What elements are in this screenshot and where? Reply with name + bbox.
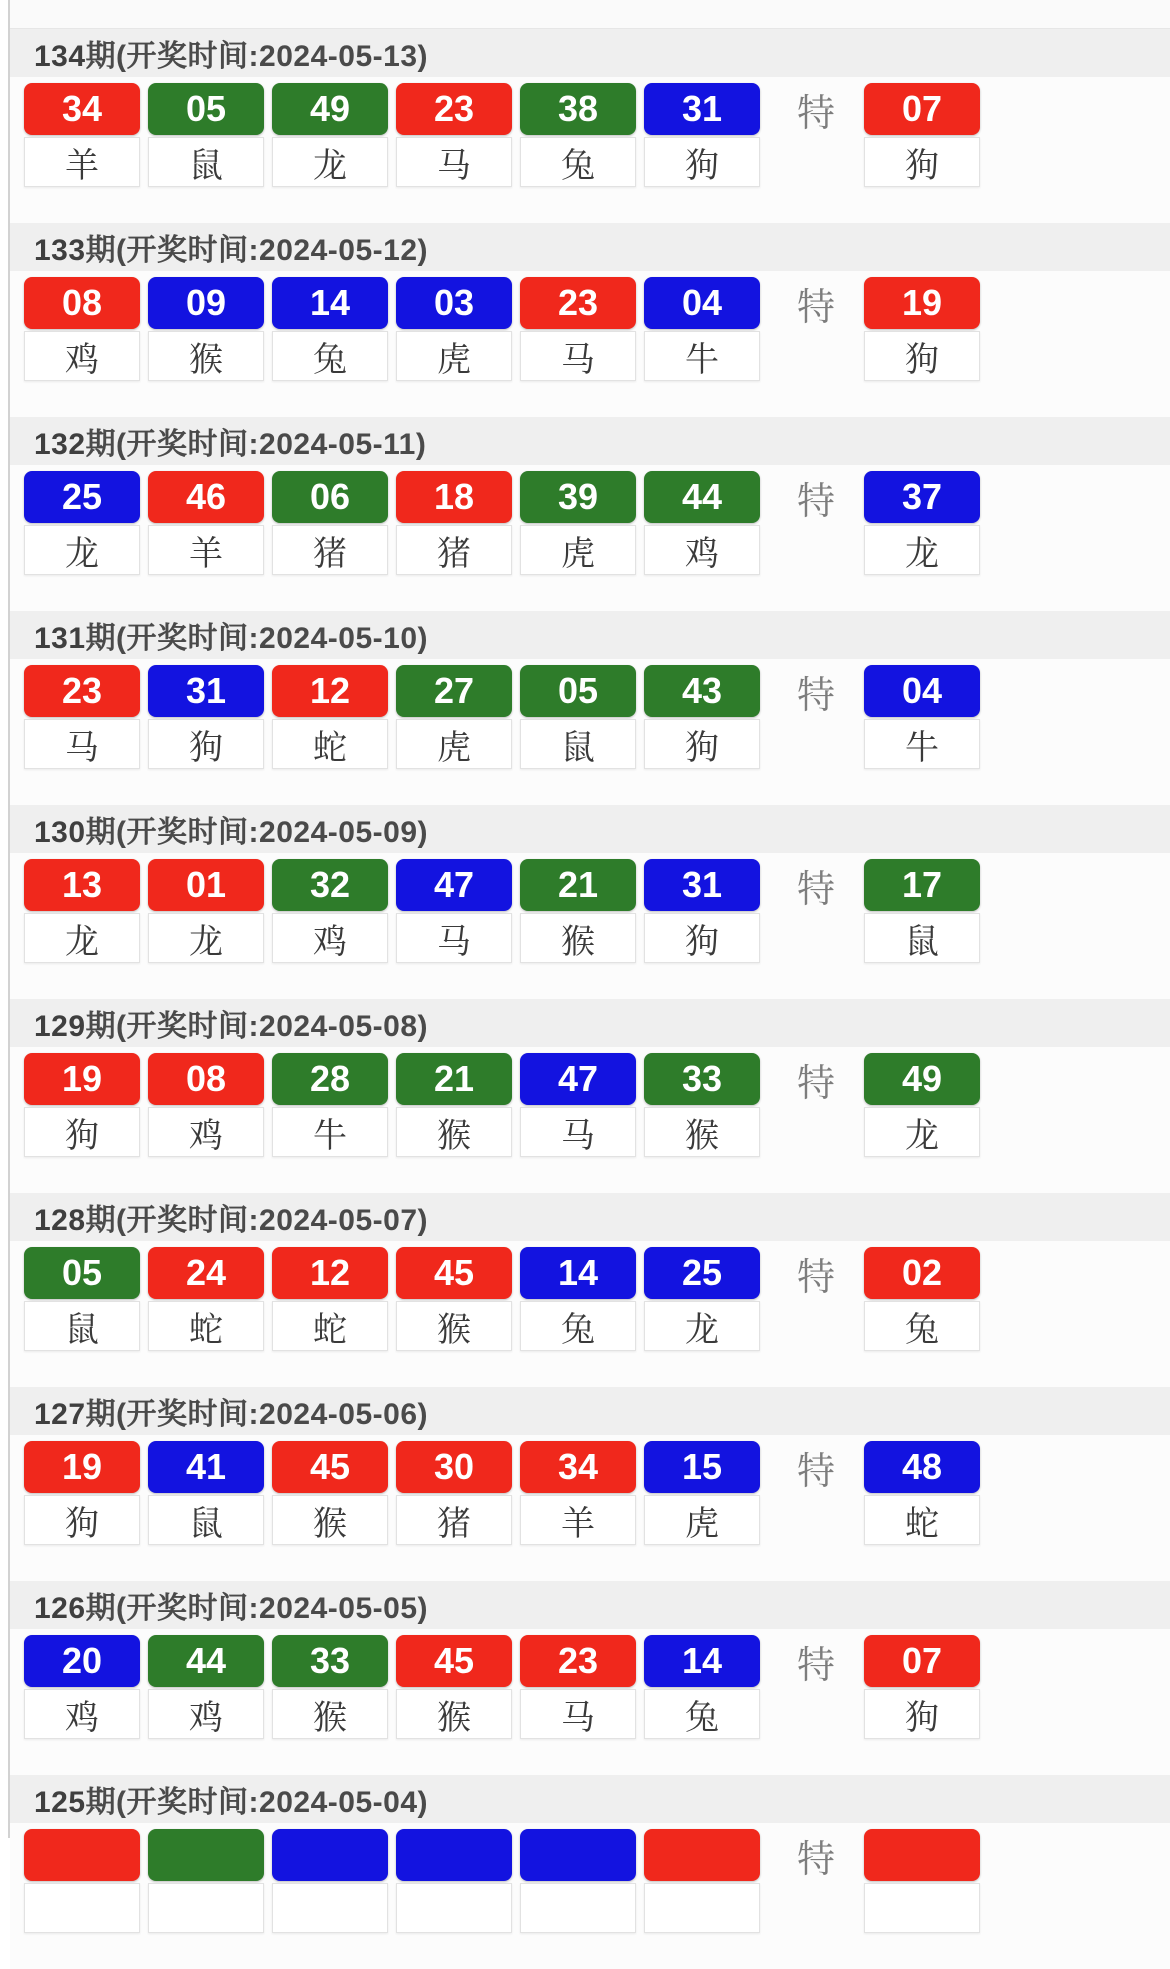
zodiac-label xyxy=(148,1883,264,1933)
zodiac-label: 鸡 xyxy=(148,1107,264,1157)
ball-card xyxy=(272,859,388,963)
draw-issue: 128 xyxy=(34,1204,86,1237)
ball-card xyxy=(644,1829,760,1933)
lottery-ball: 04 xyxy=(644,277,760,329)
lottery-ball: 45 xyxy=(272,1441,388,1493)
draw-section xyxy=(10,29,1170,223)
lottery-ball: 23 xyxy=(396,83,512,135)
lottery-ball: 45 xyxy=(396,1247,512,1299)
special-marker-label: 特 xyxy=(796,480,835,523)
page-left-edge xyxy=(0,0,10,1838)
special-marker-label: 特 xyxy=(796,1450,835,1493)
ball-card xyxy=(396,1053,512,1157)
ball-card xyxy=(272,83,388,187)
zodiac-label: 猴 xyxy=(520,913,636,963)
special-marker-label: 特 xyxy=(796,1062,835,1105)
zodiac-label: 蛇 xyxy=(148,1301,264,1351)
balls-row xyxy=(10,1435,1170,1581)
draw-header xyxy=(10,29,1170,77)
lottery-ball: 17 xyxy=(864,859,980,911)
top-strip xyxy=(0,0,1170,29)
special-ball-card xyxy=(864,83,980,187)
zodiac-label: 龙 xyxy=(272,137,388,187)
draw-header xyxy=(10,805,1170,853)
draw-issue: 132 xyxy=(34,428,86,461)
lottery-ball: 44 xyxy=(644,471,760,523)
special-marker-label: 特 xyxy=(796,92,835,135)
zodiac-label: 羊 xyxy=(520,1495,636,1545)
zodiac-label: 猴 xyxy=(272,1495,388,1545)
lottery-ball: 45 xyxy=(396,1635,512,1687)
ball-card xyxy=(644,665,760,769)
zodiac-label: 马 xyxy=(396,137,512,187)
zodiac-label: 狗 xyxy=(864,137,980,187)
lottery-ball: 03 xyxy=(396,277,512,329)
zodiac-label: 鸡 xyxy=(644,525,760,575)
balls-row xyxy=(10,465,1170,611)
draw-section xyxy=(10,999,1170,1193)
ball-card xyxy=(520,1441,636,1545)
lottery-ball: 33 xyxy=(644,1053,760,1105)
draw-time: 期(开奖时间:2024-05-08) xyxy=(85,1010,428,1043)
ball-card xyxy=(396,1829,512,1933)
lottery-ball xyxy=(520,1829,636,1881)
lottery-ball: 19 xyxy=(24,1441,140,1493)
special-marker-label: 特 xyxy=(796,1838,835,1881)
lottery-ball: 06 xyxy=(272,471,388,523)
zodiac-label: 鸡 xyxy=(24,1689,140,1739)
zodiac-label: 龙 xyxy=(24,913,140,963)
special-slot xyxy=(864,277,980,381)
lottery-ball xyxy=(864,1829,980,1881)
special-ball-card xyxy=(864,277,980,381)
ball-card xyxy=(644,859,760,963)
lottery-ball: 21 xyxy=(396,1053,512,1105)
lottery-ball: 15 xyxy=(644,1441,760,1493)
zodiac-label: 猴 xyxy=(396,1689,512,1739)
lottery-ball: 44 xyxy=(148,1635,264,1687)
lottery-ball: 08 xyxy=(148,1053,264,1105)
balls-row xyxy=(10,1629,1170,1775)
draw-header xyxy=(10,999,1170,1047)
zodiac-label: 牛 xyxy=(864,719,980,769)
lottery-ball: 25 xyxy=(644,1247,760,1299)
ball-card xyxy=(148,471,264,575)
zodiac-label: 狗 xyxy=(864,1689,980,1739)
main-balls xyxy=(24,859,768,963)
ball-card xyxy=(644,1441,760,1545)
ball-card xyxy=(396,1247,512,1351)
zodiac-label: 马 xyxy=(396,913,512,963)
ball-card xyxy=(272,1053,388,1157)
lottery-ball: 30 xyxy=(396,1441,512,1493)
draw-section xyxy=(10,1581,1170,1775)
special-slot xyxy=(864,1053,980,1157)
ball-card xyxy=(148,1635,264,1739)
ball-card xyxy=(24,665,140,769)
main-balls xyxy=(24,83,768,187)
lottery-ball: 21 xyxy=(520,859,636,911)
draw-header xyxy=(10,417,1170,465)
ball-card xyxy=(272,1635,388,1739)
ball-card xyxy=(24,1053,140,1157)
lottery-ball: 12 xyxy=(272,1247,388,1299)
ball-card xyxy=(24,1635,140,1739)
draw-issue: 125 xyxy=(34,1786,86,1819)
ball-card xyxy=(148,83,264,187)
zodiac-label: 狗 xyxy=(644,137,760,187)
ball-card xyxy=(24,277,140,381)
ball-card xyxy=(396,859,512,963)
ball-card xyxy=(520,1829,636,1933)
special-ball-card xyxy=(864,1829,980,1933)
lottery-ball: 47 xyxy=(396,859,512,911)
ball-card xyxy=(520,859,636,963)
ball-card xyxy=(396,471,512,575)
zodiac-label: 狗 xyxy=(148,719,264,769)
special-slot xyxy=(864,471,980,575)
zodiac-label: 狗 xyxy=(644,913,760,963)
ball-card xyxy=(644,83,760,187)
draw-time: 期(开奖时间:2024-05-04) xyxy=(85,1786,428,1819)
lottery-ball: 19 xyxy=(864,277,980,329)
ball-card xyxy=(520,1635,636,1739)
zodiac-label: 虎 xyxy=(520,525,636,575)
lottery-ball: 02 xyxy=(864,1247,980,1299)
draw-time: 期(开奖时间:2024-05-05) xyxy=(85,1592,428,1625)
special-ball-card xyxy=(864,859,980,963)
zodiac-label: 狗 xyxy=(24,1107,140,1157)
ball-card xyxy=(148,1441,264,1545)
balls-row xyxy=(10,659,1170,805)
ball-card xyxy=(396,83,512,187)
main-balls xyxy=(24,1441,768,1545)
lottery-ball: 34 xyxy=(24,83,140,135)
ball-card xyxy=(148,859,264,963)
draw-issue: 129 xyxy=(34,1010,86,1043)
lottery-ball: 05 xyxy=(148,83,264,135)
lottery-ball xyxy=(148,1829,264,1881)
balls-row xyxy=(10,1047,1170,1193)
lottery-ball: 37 xyxy=(864,471,980,523)
zodiac-label: 兔 xyxy=(864,1301,980,1351)
balls-row xyxy=(10,271,1170,417)
lottery-ball: 24 xyxy=(148,1247,264,1299)
special-ball-card xyxy=(864,1635,980,1739)
lottery-ball: 08 xyxy=(24,277,140,329)
lottery-ball: 41 xyxy=(148,1441,264,1493)
zodiac-label: 兔 xyxy=(272,331,388,381)
ball-card xyxy=(24,1829,140,1933)
special-slot xyxy=(864,1635,980,1739)
draw-time: 期(开奖时间:2024-05-06) xyxy=(85,1398,428,1431)
lottery-ball: 23 xyxy=(24,665,140,717)
zodiac-label: 龙 xyxy=(24,525,140,575)
lottery-ball: 25 xyxy=(24,471,140,523)
ball-card xyxy=(272,1829,388,1933)
ball-card xyxy=(272,471,388,575)
special-marker-label: 特 xyxy=(796,868,835,911)
zodiac-label: 羊 xyxy=(148,525,264,575)
ball-card xyxy=(148,1247,264,1351)
lottery-ball: 33 xyxy=(272,1635,388,1687)
draw-header xyxy=(10,611,1170,659)
ball-card xyxy=(520,277,636,381)
special-marker-label: 特 xyxy=(796,674,835,717)
ball-card xyxy=(24,471,140,575)
zodiac-label: 虎 xyxy=(396,719,512,769)
ball-card xyxy=(272,1441,388,1545)
lottery-ball: 09 xyxy=(148,277,264,329)
zodiac-label: 马 xyxy=(520,1689,636,1739)
lottery-ball: 04 xyxy=(864,665,980,717)
zodiac-label xyxy=(864,1883,980,1933)
ball-card xyxy=(24,859,140,963)
zodiac-label xyxy=(520,1883,636,1933)
balls-row xyxy=(10,77,1170,223)
main-balls xyxy=(24,1829,768,1933)
ball-card xyxy=(24,1441,140,1545)
special-ball-card xyxy=(864,1441,980,1545)
zodiac-label: 鼠 xyxy=(148,137,264,187)
main-balls xyxy=(24,1247,768,1351)
lottery-ball: 27 xyxy=(396,665,512,717)
special-slot xyxy=(864,83,980,187)
ball-card xyxy=(148,1053,264,1157)
ball-card xyxy=(644,1053,760,1157)
ball-card xyxy=(24,83,140,187)
draw-issue: 127 xyxy=(34,1398,86,1431)
draw-section xyxy=(10,1193,1170,1387)
ball-card xyxy=(396,665,512,769)
zodiac-label: 鼠 xyxy=(24,1301,140,1351)
special-slot xyxy=(864,859,980,963)
zodiac-label: 马 xyxy=(520,1107,636,1157)
lottery-ball: 39 xyxy=(520,471,636,523)
special-ball-card xyxy=(864,471,980,575)
ball-card xyxy=(520,1247,636,1351)
draw-time: 期(开奖时间:2024-05-10) xyxy=(85,622,428,655)
special-marker-label: 特 xyxy=(796,1256,835,1299)
lottery-ball xyxy=(272,1829,388,1881)
special-marker-label: 特 xyxy=(796,286,835,329)
ball-card xyxy=(272,277,388,381)
zodiac-label xyxy=(24,1883,140,1933)
lottery-ball: 31 xyxy=(148,665,264,717)
ball-card xyxy=(520,83,636,187)
ball-card xyxy=(520,1053,636,1157)
balls-row xyxy=(10,1241,1170,1387)
lottery-ball: 38 xyxy=(520,83,636,135)
lottery-ball: 23 xyxy=(520,277,636,329)
lottery-ball: 32 xyxy=(272,859,388,911)
zodiac-label: 兔 xyxy=(520,1301,636,1351)
lottery-ball xyxy=(644,1829,760,1881)
special-marker-label: 特 xyxy=(796,1644,835,1687)
ball-card xyxy=(148,665,264,769)
draw-section xyxy=(10,611,1170,805)
lottery-ball: 23 xyxy=(520,1635,636,1687)
lottery-ball: 12 xyxy=(272,665,388,717)
zodiac-label: 猪 xyxy=(396,1495,512,1545)
zodiac-label: 虎 xyxy=(396,331,512,381)
zodiac-label: 猴 xyxy=(396,1107,512,1157)
lottery-ball: 01 xyxy=(148,859,264,911)
zodiac-label: 蛇 xyxy=(272,1301,388,1351)
lottery-ball: 28 xyxy=(272,1053,388,1105)
zodiac-label: 鸡 xyxy=(148,1689,264,1739)
lottery-ball: 07 xyxy=(864,1635,980,1687)
zodiac-label: 蛇 xyxy=(864,1495,980,1545)
special-slot xyxy=(864,665,980,769)
lottery-ball: 05 xyxy=(520,665,636,717)
zodiac-label: 鼠 xyxy=(520,719,636,769)
sections xyxy=(10,29,1170,1969)
lottery-ball xyxy=(24,1829,140,1881)
zodiac-label: 狗 xyxy=(644,719,760,769)
main-balls xyxy=(24,277,768,381)
zodiac-label: 牛 xyxy=(272,1107,388,1157)
lottery-ball: 19 xyxy=(24,1053,140,1105)
ball-card xyxy=(148,277,264,381)
ball-card xyxy=(272,1247,388,1351)
lottery-ball: 18 xyxy=(396,471,512,523)
ball-card xyxy=(644,1247,760,1351)
zodiac-label: 龙 xyxy=(148,913,264,963)
lottery-ball: 14 xyxy=(272,277,388,329)
balls-row xyxy=(10,853,1170,999)
ball-card xyxy=(520,471,636,575)
zodiac-label: 马 xyxy=(520,331,636,381)
ball-card xyxy=(644,277,760,381)
special-slot xyxy=(864,1829,980,1933)
draw-time: 期(开奖时间:2024-05-12) xyxy=(85,234,428,267)
lottery-ball: 13 xyxy=(24,859,140,911)
draw-section xyxy=(10,417,1170,611)
special-ball-card xyxy=(864,665,980,769)
zodiac-label: 猴 xyxy=(272,1689,388,1739)
draw-issue: 133 xyxy=(34,234,86,267)
zodiac-label: 猴 xyxy=(148,331,264,381)
draw-time: 期(开奖时间:2024-05-13) xyxy=(85,40,428,73)
draw-section xyxy=(10,1775,1170,1969)
ball-card xyxy=(148,1829,264,1933)
special-slot xyxy=(864,1441,980,1545)
draw-section xyxy=(10,223,1170,417)
lottery-ball xyxy=(396,1829,512,1881)
draw-issue: 130 xyxy=(34,816,86,849)
main-balls xyxy=(24,1635,768,1739)
lottery-ball: 20 xyxy=(24,1635,140,1687)
lottery-ball: 49 xyxy=(864,1053,980,1105)
zodiac-label: 鸡 xyxy=(24,331,140,381)
zodiac-label: 兔 xyxy=(520,137,636,187)
zodiac-label: 鼠 xyxy=(148,1495,264,1545)
ball-card xyxy=(24,1247,140,1351)
balls-row xyxy=(10,1823,1170,1969)
zodiac-label: 牛 xyxy=(644,331,760,381)
zodiac-label: 兔 xyxy=(644,1689,760,1739)
zodiac-label: 猪 xyxy=(272,525,388,575)
zodiac-label xyxy=(396,1883,512,1933)
lottery-ball: 14 xyxy=(644,1635,760,1687)
zodiac-label: 蛇 xyxy=(272,719,388,769)
zodiac-label: 猴 xyxy=(644,1107,760,1157)
lottery-ball: 49 xyxy=(272,83,388,135)
zodiac-label: 虎 xyxy=(644,1495,760,1545)
zodiac-label: 狗 xyxy=(864,331,980,381)
lottery-ball: 34 xyxy=(520,1441,636,1493)
ball-card xyxy=(644,1635,760,1739)
lottery-ball: 43 xyxy=(644,665,760,717)
zodiac-label: 鸡 xyxy=(272,913,388,963)
ball-card xyxy=(396,277,512,381)
lottery-ball: 14 xyxy=(520,1247,636,1299)
zodiac-label: 猴 xyxy=(396,1301,512,1351)
lottery-ball: 46 xyxy=(148,471,264,523)
ball-card xyxy=(272,665,388,769)
lottery-ball: 47 xyxy=(520,1053,636,1105)
ball-card xyxy=(644,471,760,575)
draw-section xyxy=(10,1387,1170,1581)
zodiac-label: 羊 xyxy=(24,137,140,187)
ball-card xyxy=(396,1635,512,1739)
draw-section xyxy=(10,805,1170,999)
zodiac-label: 猪 xyxy=(396,525,512,575)
main-balls xyxy=(24,471,768,575)
lottery-ball: 05 xyxy=(24,1247,140,1299)
zodiac-label: 龙 xyxy=(644,1301,760,1351)
main-balls xyxy=(24,1053,768,1157)
draw-issue: 126 xyxy=(34,1592,86,1625)
zodiac-label xyxy=(272,1883,388,1933)
zodiac-label xyxy=(644,1883,760,1933)
draw-time: 期(开奖时间:2024-05-09) xyxy=(85,816,428,849)
special-ball-card xyxy=(864,1247,980,1351)
draw-header xyxy=(10,1387,1170,1435)
ball-card xyxy=(520,665,636,769)
lottery-ball: 48 xyxy=(864,1441,980,1493)
draw-time: 期(开奖时间:2024-05-11) xyxy=(85,428,427,461)
zodiac-label: 鼠 xyxy=(864,913,980,963)
zodiac-label: 狗 xyxy=(24,1495,140,1545)
draw-header xyxy=(10,1775,1170,1823)
lottery-ball: 07 xyxy=(864,83,980,135)
main-balls xyxy=(24,665,768,769)
lottery-ball: 31 xyxy=(644,859,760,911)
zodiac-label: 龙 xyxy=(864,525,980,575)
draw-time: 期(开奖时间:2024-05-07) xyxy=(85,1204,428,1237)
draw-header xyxy=(10,1193,1170,1241)
special-ball-card xyxy=(864,1053,980,1157)
lottery-ball: 31 xyxy=(644,83,760,135)
draw-header xyxy=(10,1581,1170,1629)
zodiac-label: 龙 xyxy=(864,1107,980,1157)
draw-header xyxy=(10,223,1170,271)
zodiac-label: 马 xyxy=(24,719,140,769)
draw-issue: 134 xyxy=(34,40,86,73)
draw-issue: 131 xyxy=(34,622,86,655)
ball-card xyxy=(396,1441,512,1545)
special-slot xyxy=(864,1247,980,1351)
